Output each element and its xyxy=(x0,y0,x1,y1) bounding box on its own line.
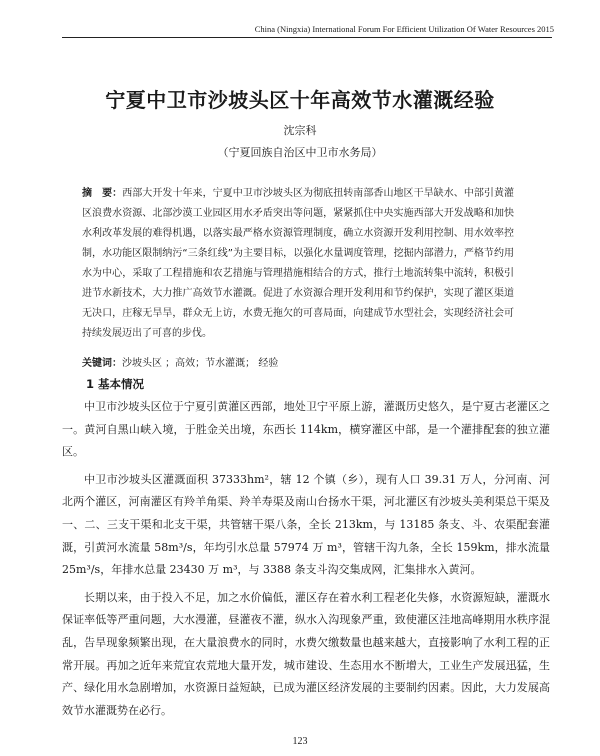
keywords-text: 沙坡头区 ；高效；节水灌溉； 经验 xyxy=(122,358,279,369)
paper-title: 宁夏中卫市沙坡头区十年高效节水灌溉经验 xyxy=(105,88,495,112)
body-paragraph: 中卫市沙坡头区灌溉面积 37333hm²，辖 12 个镇（乡），现有人口 39.31 万人，分河南、河北两个灌区，河南灌区有羚羊角渠、羚羊寿渠及南山台扬水干渠，河北灌区有沙坡头美利渠总干渠及一、二、三支干渠和北支干渠，共管辖干渠八条，全长 213km，与 13185 条支、斗、农渠配套灌溉，引黄河水流量 58m³/s，年均引水总量 57974 万 m³，管辖干沟九条，全长 159km，排水流量 25m³/s，年排水总量 23430 万 m³，与 3388 条支斗沟交集成网，汇集排水入黄河。 xyxy=(62,472,550,577)
body-paragraph: 中卫市沙坡头区位于宁夏引黄灌区西部，地处卫宁平原上游，灌溉历史悠久，是宁夏古老灌区之一。黄河自黑山峡入境，于胜金关出境，东西长 114km，横穿灌区中部，是一个灌排配套的独立灌区。 xyxy=(62,400,550,459)
keywords xyxy=(82,354,514,374)
abstract xyxy=(82,184,514,344)
section-body xyxy=(62,396,550,727)
page-number: 123 xyxy=(292,736,308,747)
author-name: 沈宗科 xyxy=(283,124,317,137)
header-rule xyxy=(62,37,552,38)
abstract-text: 西部大开发十年来，宁夏中卫市沙坡头区为彻底扭转南部香山地区干旱缺水、中部引黄灌区浪费水资源、北部沙漠工业园区用水矛盾突出等问题，紧紧抓住中央实施西部大开发战略和加快水利改革发展的难得机遇，以落实最严格水资源管理制度，确立水资源开发利用控制、用水效率控制，水功能区限制纳污“三条红线”为主要目标，以强化水量调度管理，挖掘内部潜力，严格节约用水为中心，采取了工程措施和农艺措施与管理措施相结合的方式，推行土地流转集中流转，积极引进节水新技术，大力推广高效节水灌溉。促进了水资源合理开发利用和节约保护，实现了灌区渠道无决口，庄稼无旱旱，群众无上访，水费无拖欠的可喜局面，向建成节水型社会，实现经济社会可持续发展迈出了可喜的步伐。 xyxy=(82,188,515,339)
running-head: China (Ningxia) International Forum For Efficient Utilization Of Water Resources 2015 xyxy=(254,24,554,34)
section-heading: 1 基本情况 xyxy=(86,377,145,391)
abstract-label: 摘 要： xyxy=(82,188,123,199)
author-affiliation: （宁夏回族自治区中卫市水务局） xyxy=(217,146,383,159)
body-paragraph: 长期以来，由于投入不足，加之水价偏低，灌区存在着水利工程老化失修，水资源短缺，灌溉水保证率低等严重问题，大水漫灌，昼灌夜不灌，纵水入沟现象严重，致使灌区洼地高峰期用水秩序混乱，告旱现象频繁出现，在大量浪费水的同时，水费欠缴数量也越来越大，直接影响了水利工程的正常开展。再加之近年来荒宜农荒地大量开发，城市建设、生态用水不断增大，工业生产发展迅猛，生产、绿化用水急剧增加，水资源日益短缺，已成为灌区经济发展的主要制约因素。因此，大力发展高效节水灌溉势在必行。 xyxy=(62,590,550,717)
keywords-label: 关键词： xyxy=(82,358,122,369)
